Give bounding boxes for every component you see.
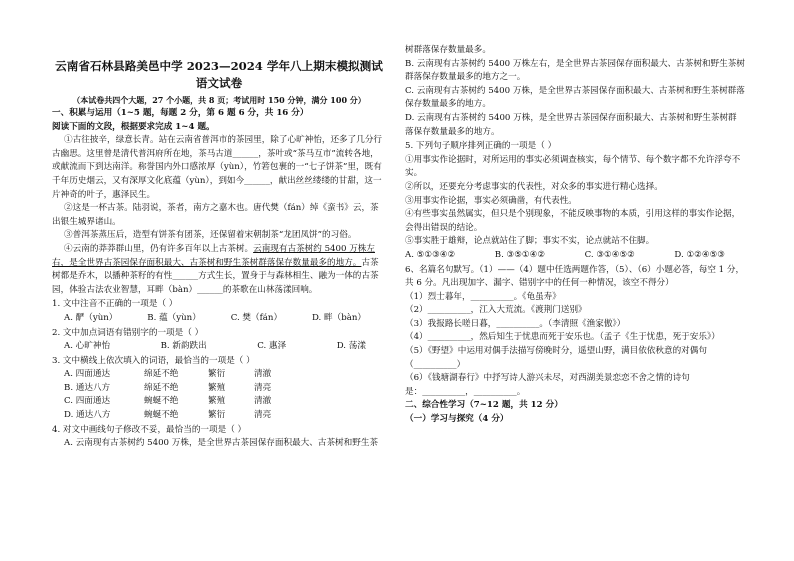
- option-part: 清亮: [254, 410, 272, 421]
- option-part: 繁殖: [208, 396, 226, 407]
- option-part: 清澈: [254, 396, 272, 407]
- question-5-options: [405, 249, 745, 263]
- option: B. 蕴（yùn）: [147, 312, 201, 323]
- question-6-item-6: （6）《钱塘湖春行》中抒写诗人游兴未尽，对西湖美景恋恋不舍之情的诗句: [405, 373, 690, 384]
- option-part: D. 通达八方: [64, 410, 111, 421]
- option: B. ③⑤①④②: [494, 249, 546, 260]
- option-part: 清澈: [254, 369, 272, 380]
- option-part: B. 通达八方: [64, 382, 111, 393]
- question-5-sentence-2: ②所以，还要充分考虑事实的代表性，对众多的事实进行精心选择。: [405, 181, 663, 192]
- question-4-option-d: D. 云南现有古茶树约 5400 万株，是全世界古茶园保存面积最大、古茶树和野生茶树群落保存数量最多的地方。: [405, 112, 737, 137]
- question-1-options: [52, 312, 386, 326]
- option: D. 畔（bàn）: [311, 312, 366, 323]
- question-3-option-b: [52, 382, 386, 396]
- passage-paragraph-2: ②这是一杯古茶。陆羽说，茶者，南方之嘉木也。唐代樊（fán）绰《蛮书》云，茶出银生城界诸山。: [52, 203, 379, 227]
- option: A. ⑤①③④②: [405, 249, 456, 260]
- question-6-item-4: （4）__________，然后知生于忧患而死于安乐也。（孟子《生于忧患，死于安乐》）: [405, 332, 720, 343]
- question-4-option-c: C. 云南现有古茶树约 5400 万株，是全世界古茶园保存面积最大、古茶树和野生茶树群落保存数量最多的地方。: [405, 85, 745, 110]
- passage-paragraph-1: ①古往披辛，绿意长青。站在云南省普洱市的茶园里，除了心旷神怡，还多了几分行古幽思。这里曾是清代普洱府所在地，茶马古道______，茶叶或“茶马互市”流转各地，或献流而下到达南洋。称誉国内外口感浓厚（yùn），竹箬包裹的一“七子饼茶”里，既有千年历史烟云，又有深厚文化底蕴（yùn），到如今______，献出丝丝缕缕的甘甜，这一片神奇的叶子，惠泽民生。: [52, 135, 383, 200]
- option: D. ①②④⑤③: [674, 249, 725, 260]
- question-5-sentence-3: ③用事实作论据，事实必须确凿，有代表性。: [405, 195, 577, 206]
- exam-note: （本试卷共四个大题，27 个小题，共 8 页；考试用时 150 分钟，满分 100 分）: [72, 95, 366, 105]
- question-5-sentence-4: ④有些事实虽然属实，但只是个别现象，不能反映事物的本质，引用这样的事实作论据，会得出错误的结论。: [405, 209, 741, 233]
- option-part: 绵延不绝: [144, 382, 179, 393]
- question-2: 2. 文中加点词语有错别字的一项是（ ）: [52, 327, 204, 338]
- option: C. ③①④⑤②: [584, 249, 635, 260]
- passage-paragraph-3: ③普洱茶蒸压后，造型有饼茶有团茶，还保留着宋朝制茶“龙团凤饼”的习俗。: [64, 230, 357, 241]
- option: A. 心旷神怡: [64, 341, 111, 352]
- question-4: 4. 对文中画线句子修改不妥，最恰当的一项是（ ）: [52, 424, 247, 435]
- option-part: 蜿蜒不绝: [144, 410, 179, 421]
- question-6-item-2: （2）__________，江入大荒流。《渡荆门送别》: [405, 305, 587, 316]
- right-column: [405, 44, 745, 427]
- option-part: C. 四面通达: [64, 396, 111, 407]
- question-5: 5. 下列句子顺序排列正确的一项是（ ）: [405, 141, 557, 152]
- question-6-item-5: （5）《野望》中运用对偶手法描写傍晚时分，遥望山野，满目依依秋意的对偶句（__________）: [405, 346, 707, 370]
- option-part: 繁衍: [208, 410, 226, 421]
- question-5-sentence-1: ①用事实作论据时，对所运用的事实必须调查核实，每个情节、每个数字都不允许浮夸不实。: [405, 154, 741, 179]
- section1-instruction: 阅读下面的文段，根据要求完成 1~4 题。: [52, 121, 215, 132]
- question-5-sentence-5: ⑤事实胜于雄辩，论点就站住了脚；事实不实，论点就站不住脚。: [405, 236, 655, 247]
- question-3-option-d: [52, 409, 386, 423]
- option-part: 繁衍: [208, 369, 226, 380]
- option: B. 新韵跌出: [160, 341, 207, 352]
- underlined-sentence: 云南现有古茶树约 5400 万株左右，是全世界古茶园保存面积最大、古茶树和野生茶树群落保存数量最多的地方。: [52, 243, 375, 268]
- option: D. 荡漾: [336, 341, 366, 352]
- left-column: [52, 58, 386, 451]
- option-part: 绵延不绝: [144, 369, 179, 380]
- question-6-item-1: （1）烈士暮年，__________。《龟虽寿》: [405, 291, 561, 302]
- question-3: 3. 文中横线上依次填入的词语，最恰当的一项是（ ）: [52, 355, 255, 366]
- option: A. 酽（yùn）: [64, 312, 118, 323]
- page-title: 云南省石林县路美邑中学 2023—2024 学年八上期末模拟测试: [55, 59, 383, 73]
- passage-paragraph-4: [52, 243, 386, 297]
- option-part: 清亮: [254, 382, 272, 393]
- question-4-option-a: A. 云南现有古茶树约 5400 万株，是全世界古茶园保存面积最大、古茶树和野生茶: [64, 438, 379, 449]
- question-2-options: [52, 340, 386, 354]
- question-6-item-3: （3）我报路长嗟日暮，__________。（李清照《渔家傲》）: [405, 318, 626, 329]
- question-4-option-a-cont: 树群落保存数量最多。: [405, 45, 491, 55]
- question-4-option-b: B. 云南现有古茶树约 5400 万株左右，是全世界古茶园保存面积最大、古茶树和野生茶树群落保存数量最多的地方之一。: [405, 58, 745, 83]
- question-3-option-a: [52, 368, 386, 382]
- section2-subheading: （一）学习与探究（4 分）: [405, 414, 509, 425]
- page-subtitle: 语文试卷: [195, 76, 243, 90]
- option: C. 惠泽: [257, 341, 287, 352]
- question-1: 1. 文中注音不正确的一项是（ ）: [52, 299, 178, 310]
- question-6: 6、名篇名句默写。（1）——（4）题中任选两题作答，（5）、（6）小题必答，每空 1 分，共 6 分。凡出现加字、漏字、错别字中的任何一种情况，该空不得分）: [405, 264, 745, 289]
- paragraph-4-tail: 古茶树都是乔木，以播种茶籽的有性______方式生长，置身于与森林相生、融为一体的古茶园，体验古法农业智慧，耳畔（bàn）______的茶歌在山林荡漾回响。: [52, 257, 379, 295]
- question-3-option-c: [52, 395, 386, 409]
- section1-heading: 一、积累与运用（1~5 题，每题 2 分，第 6 题 6 分，共 16 分）: [52, 108, 309, 118]
- question-6-item-6-answer: 是：__________，__________。: [405, 386, 526, 397]
- option-part: A. 四面通达: [64, 369, 111, 380]
- section2-heading: 二、综合性学习（7~12 题，共 12 分）: [405, 400, 563, 411]
- paragraph-4-lead: ④云南的莽莽群山里，仍有许多百年以上古茶树。: [64, 243, 254, 254]
- option: C. 樊（fán）: [230, 312, 283, 323]
- option-part: 繁殖: [208, 382, 226, 393]
- option-part: 蜿蜒不绝: [144, 396, 179, 407]
